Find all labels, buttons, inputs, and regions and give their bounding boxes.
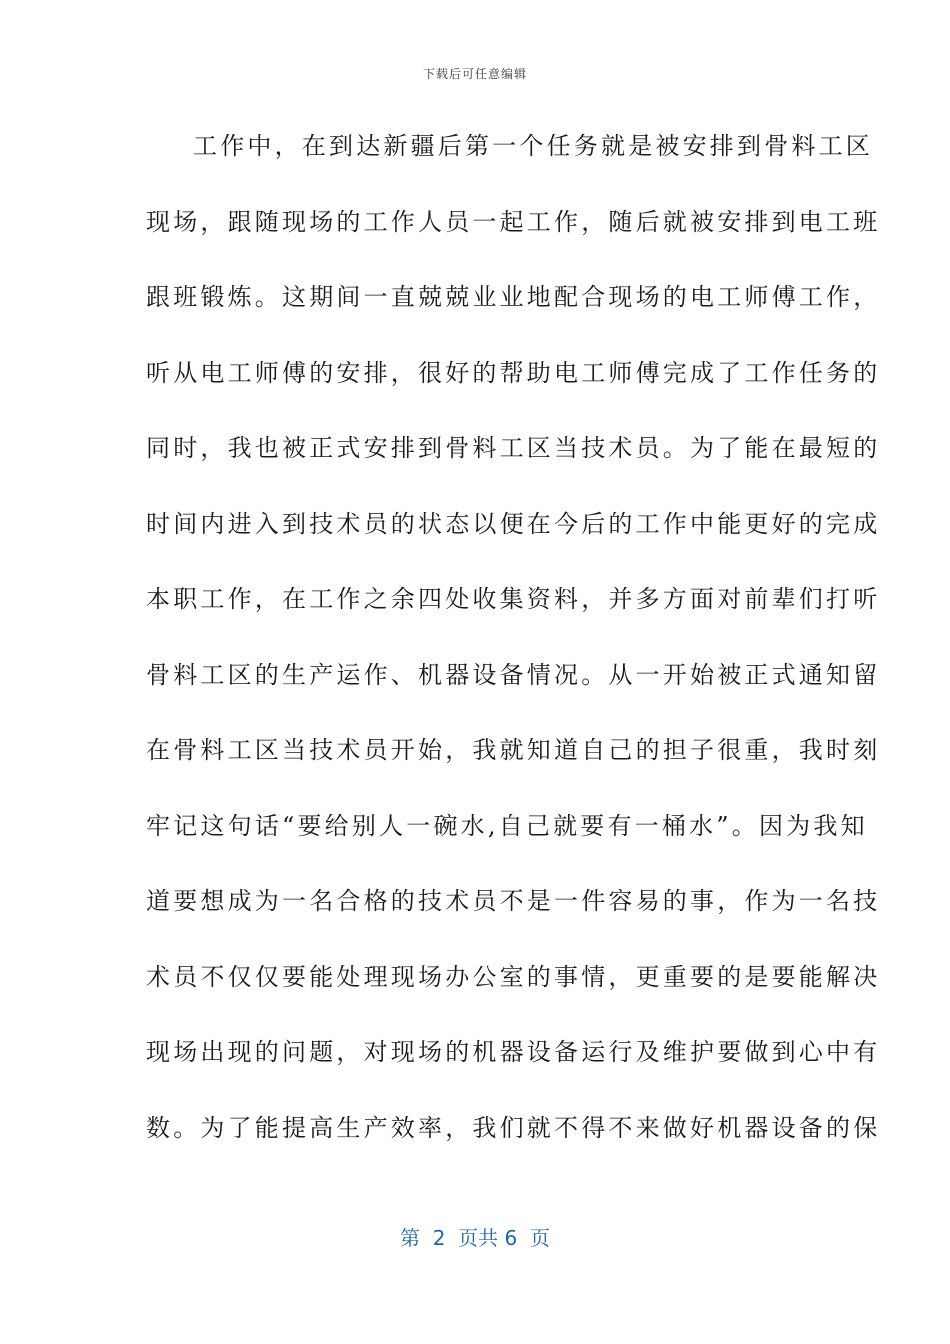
paragraph-line: 跟班锻炼。这期间一直兢兢业业地配合现场的电工师傅工作， bbox=[146, 283, 881, 311]
paragraph-line: 骨料工区的生产运作、机器设备情况。从一开始被正式通知留 bbox=[146, 660, 881, 689]
page-header: 下载后可任意编辑 bbox=[422, 67, 527, 81]
paragraph-line: 术员不仅仅要能处理现场办公室的事情，更重要的是要能解决 bbox=[146, 962, 881, 991]
paragraph-line: 道要想成为一名合格的技术员不是一件容易的事，作为一名技 bbox=[146, 887, 881, 915]
paragraph-line: 牢记这句话“要给别人一碗水,自己就要有一桶水”。因为我知 bbox=[146, 811, 868, 840]
page-number-footer: 第 2 页共 6 页 bbox=[400, 1226, 550, 1250]
paragraph-line: 时间内进入到技术员的状态以便在今后的工作中能更好的完成 bbox=[146, 509, 881, 538]
paragraph-line: 本职工作，在工作之余四处收集资料，并多方面对前辈们打听 bbox=[146, 585, 881, 613]
body-text bbox=[146, 126, 881, 1183]
paragraph-line: 数。为了能提高生产效率，我们就不得不来做好机器设备的保 bbox=[146, 1113, 881, 1142]
paragraph-line: 听从电工师傅的安排，很好的帮助电工师傅完成了工作任务的 bbox=[146, 358, 881, 387]
paragraph-line: 同时，我也被正式安排到骨料工区当技术员。为了能在最短的 bbox=[146, 434, 881, 462]
paragraph-line: 在骨料工区当技术员开始，我就知道自己的担子很重，我时刻 bbox=[146, 736, 881, 764]
paragraph-line: 现场出现的问题，对现场的机器设备运行及维护要做到心中有 bbox=[146, 1038, 881, 1066]
paragraph-line: 工作中，在到达新疆后第一个任务就是被安排到骨料工区 bbox=[193, 132, 873, 160]
paragraph-line: 现场，跟随现场的工作人员一起工作，随后就被安排到电工班 bbox=[146, 207, 881, 236]
